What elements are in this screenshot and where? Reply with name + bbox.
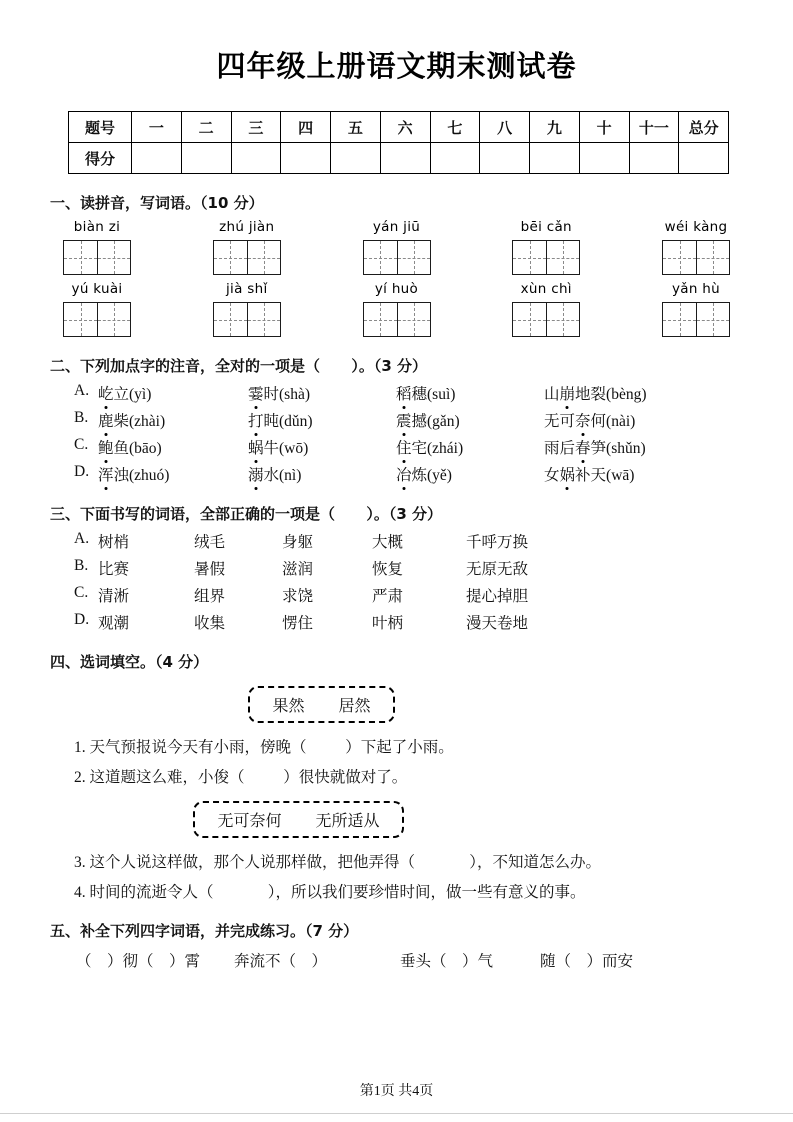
choice-option-2 bbox=[248, 463, 396, 485]
section-2-heading: 二、下列加点字的注音，全对的一项是（ ）。（3 分） bbox=[50, 357, 427, 375]
pinyin-item-9 bbox=[511, 281, 581, 337]
score-table-row-label-question: 题号 bbox=[69, 112, 132, 143]
option-suffix: 牛(wō) bbox=[263, 440, 309, 457]
pinyin-label: jià shǐ bbox=[225, 281, 268, 297]
option-suffix: 穗(suì) bbox=[411, 386, 456, 403]
score-cell-11[interactable] bbox=[629, 143, 679, 174]
pinyin-label: xùn chì bbox=[520, 281, 572, 297]
option-suffix: 地裂(bèng) bbox=[575, 386, 647, 403]
tianzige-grid[interactable] bbox=[63, 240, 131, 275]
word-bank-2-container bbox=[48, 801, 745, 838]
emphasized-char: 震 bbox=[396, 409, 412, 431]
tianzige-grid[interactable] bbox=[363, 240, 431, 275]
tianzige-cell[interactable] bbox=[663, 241, 696, 274]
pinyin-label: bēi cǎn bbox=[520, 219, 572, 235]
score-table-col-total: 总分 bbox=[679, 112, 729, 143]
emphasized-char: 娲 bbox=[560, 463, 576, 485]
word-1: 树梢 bbox=[98, 534, 130, 551]
option-suffix: 炼(yě) bbox=[411, 467, 452, 484]
score-cell-2[interactable] bbox=[181, 143, 231, 174]
pinyin-row-1 bbox=[48, 219, 745, 275]
score-cell-1[interactable] bbox=[132, 143, 182, 174]
choice-option-1 bbox=[98, 463, 248, 485]
word-bank-1-container bbox=[48, 686, 745, 723]
pinyin-writing-block bbox=[48, 219, 745, 337]
pinyin-label: yǎn hù bbox=[671, 281, 721, 297]
option-suffix: 盹(dǔn) bbox=[263, 413, 313, 430]
emphasized-char: 稻 bbox=[396, 382, 412, 404]
footer-divider bbox=[0, 1113, 793, 1114]
word-bank-1 bbox=[248, 686, 394, 723]
pinyin-label: yí huò bbox=[374, 281, 419, 297]
option-suffix: 柴(zhài) bbox=[113, 413, 166, 430]
pinyin-item-6 bbox=[62, 281, 132, 337]
tianzige-grid[interactable] bbox=[662, 302, 730, 337]
tianzige-cell[interactable] bbox=[513, 303, 546, 336]
word-bank-option-1[interactable]: 果然 bbox=[272, 698, 305, 715]
word-bank-option-1[interactable]: 无可奈何 bbox=[217, 813, 282, 830]
choice-row-c[interactable] bbox=[48, 584, 745, 606]
choice-option-3 bbox=[396, 436, 544, 458]
word-3: 求饶 bbox=[282, 588, 314, 605]
choice-option-3 bbox=[396, 382, 544, 404]
choice-option-1 bbox=[98, 436, 248, 458]
tianzige-cell[interactable] bbox=[364, 303, 397, 336]
word-4: 大概 bbox=[372, 534, 404, 551]
word-5: 漫天卷地 bbox=[466, 615, 529, 632]
choice-option-3 bbox=[396, 409, 544, 431]
score-cell-5[interactable] bbox=[331, 143, 381, 174]
tianzige-cell[interactable] bbox=[696, 303, 729, 336]
fill-sentence-1[interactable]: 1. 天气预报说今天有小雨，傍晚（ ）下起了小雨。 bbox=[74, 739, 454, 756]
emphasized-char: 住 bbox=[396, 436, 412, 458]
choice-label: A. bbox=[74, 530, 90, 547]
score-cell-8[interactable] bbox=[480, 143, 530, 174]
pinyin-label: zhú jiàn bbox=[219, 219, 275, 235]
section-3-heading: 三、下面书写的词语，全部正确的一项是（ ）。（3 分） bbox=[50, 505, 442, 523]
page-footer: 第1页 共4页 bbox=[359, 1084, 434, 1099]
emphasized-char: 打 bbox=[248, 409, 264, 431]
word-1: 观潮 bbox=[98, 615, 130, 632]
choice-option-1 bbox=[98, 382, 248, 404]
score-table bbox=[68, 111, 729, 174]
emphasized-char: 蜗 bbox=[248, 436, 264, 458]
emphasized-char: 鹿 bbox=[98, 409, 114, 431]
score-cell-10[interactable] bbox=[579, 143, 629, 174]
word-4: 叶柄 bbox=[372, 615, 404, 632]
choice-label: B. bbox=[74, 409, 89, 426]
tianzige-cell[interactable] bbox=[214, 303, 247, 336]
tianzige-grid[interactable] bbox=[213, 240, 281, 275]
emphasized-char: 浑 bbox=[98, 463, 114, 485]
pinyin-label: wéi kàng bbox=[664, 219, 728, 235]
word-5: 千呼万换 bbox=[466, 534, 529, 551]
option-suffix: 立(yì) bbox=[113, 386, 152, 403]
choice-row-d[interactable] bbox=[48, 611, 745, 633]
choice-option-2 bbox=[248, 382, 396, 404]
pinyin-label: yú kuài bbox=[71, 281, 123, 297]
choice-row-b[interactable] bbox=[48, 557, 745, 579]
tianzige-cell[interactable] bbox=[247, 241, 280, 274]
pinyin-item-5 bbox=[661, 219, 731, 275]
idiom-1[interactable]: （ ）彻（ ）霄 bbox=[76, 953, 201, 970]
pinyin-item-8 bbox=[362, 281, 432, 337]
word-2: 组界 bbox=[194, 588, 226, 605]
pinyin-row-2 bbox=[48, 281, 745, 337]
fill-sentence-4[interactable]: 4. 时间的流逝令人（ ），所以我们要珍惜时间，做一些有意义的事。 bbox=[74, 884, 586, 901]
choice-option-1 bbox=[98, 409, 248, 431]
word-5: 提心掉胆 bbox=[466, 588, 529, 605]
word-bank-option-2[interactable]: 居然 bbox=[338, 698, 371, 715]
idiom-3[interactable]: 垂头（ ）气 bbox=[400, 953, 494, 970]
page-title: 四年级上册语文期末测试卷 bbox=[216, 49, 577, 83]
option-suffix: 宅(zhái) bbox=[411, 440, 464, 457]
score-table-col-7: 七 bbox=[430, 112, 480, 143]
score-cell-3[interactable] bbox=[231, 143, 281, 174]
table-row-scores bbox=[69, 143, 729, 174]
score-table-row-label-score: 得分 bbox=[69, 143, 132, 174]
tianzige-cell[interactable] bbox=[247, 303, 280, 336]
pinyin-label: biàn zi bbox=[73, 219, 121, 235]
score-table-col-3: 三 bbox=[231, 112, 281, 143]
word-2: 收集 bbox=[194, 615, 226, 632]
choice-option-2 bbox=[248, 436, 396, 458]
fill-sentence-2[interactable]: 2. 这道题这么难，小俊（ ）很快就做对了。 bbox=[74, 769, 408, 786]
choice-label: D. bbox=[74, 611, 90, 628]
score-table-col-9: 九 bbox=[530, 112, 580, 143]
option-suffix: 浊(zhuó) bbox=[113, 467, 170, 484]
tianzige-cell[interactable] bbox=[696, 241, 729, 274]
tianzige-cell[interactable] bbox=[364, 241, 397, 274]
choice-label: C. bbox=[74, 584, 89, 601]
option-suffix: 笋(shǔn) bbox=[590, 440, 646, 457]
table-row-question-numbers bbox=[69, 112, 729, 143]
choice-label: D. bbox=[74, 463, 90, 480]
option-suffix: 补天(wā) bbox=[575, 467, 635, 484]
emphasized-char: 霎 bbox=[248, 382, 264, 404]
tianzige-cell[interactable] bbox=[214, 241, 247, 274]
choice-label: A. bbox=[74, 382, 90, 399]
word-1: 比赛 bbox=[98, 561, 130, 578]
fill-sentence-3[interactable]: 3. 这个人说这样做，那个人说那样做，把他弄得（ ），不知道怎么办。 bbox=[74, 854, 602, 871]
choice-option-4 bbox=[544, 409, 714, 431]
section-2-choices bbox=[48, 382, 745, 485]
tianzige-cell[interactable] bbox=[64, 303, 97, 336]
emphasized-char: 溺 bbox=[248, 463, 264, 485]
score-table-container bbox=[68, 111, 729, 174]
option-suffix: 何(nài) bbox=[590, 413, 636, 430]
score-cell-6[interactable] bbox=[380, 143, 430, 174]
option-suffix: 鱼(bāo) bbox=[113, 440, 162, 457]
idiom-4[interactable]: 随（ ）而安 bbox=[540, 953, 634, 970]
section-3-choices bbox=[48, 530, 745, 633]
score-table-col-8: 八 bbox=[480, 112, 530, 143]
pinyin-item-2 bbox=[212, 219, 282, 275]
option-prefix: 女 bbox=[544, 467, 560, 484]
tianzige-cell[interactable] bbox=[546, 241, 579, 274]
score-table-col-4: 四 bbox=[281, 112, 331, 143]
tianzige-grid[interactable] bbox=[662, 240, 730, 275]
tianzige-cell[interactable] bbox=[663, 303, 696, 336]
idiom-row bbox=[48, 949, 745, 971]
emphasized-char: 冶 bbox=[396, 463, 412, 485]
emphasized-char: 屹 bbox=[98, 382, 114, 404]
tianzige-grid[interactable] bbox=[363, 302, 431, 337]
choice-option-2 bbox=[248, 409, 396, 431]
choice-row-d[interactable] bbox=[48, 463, 745, 485]
pinyin-item-3 bbox=[362, 219, 432, 275]
choice-row-a[interactable] bbox=[48, 530, 745, 552]
word-bank-option-2[interactable]: 无所适从 bbox=[315, 813, 380, 830]
word-4: 恢复 bbox=[372, 561, 404, 578]
choice-option-4 bbox=[544, 436, 714, 458]
score-cell-7[interactable] bbox=[430, 143, 480, 174]
choice-row-a[interactable] bbox=[48, 382, 745, 404]
option-prefix: 无可 bbox=[544, 413, 576, 430]
option-suffix: 时(shà) bbox=[263, 386, 311, 403]
choice-option-3 bbox=[396, 463, 544, 485]
score-table-col-6: 六 bbox=[380, 112, 430, 143]
pinyin-item-10 bbox=[661, 281, 731, 337]
idiom-2[interactable]: 奔流不（ ） bbox=[234, 953, 328, 970]
tianzige-grid[interactable] bbox=[512, 240, 580, 275]
word-1: 清淅 bbox=[98, 588, 130, 605]
word-3: 身躯 bbox=[282, 534, 314, 551]
score-table-col-11: 十一 bbox=[629, 112, 679, 143]
emphasized-char: 鲍 bbox=[98, 436, 114, 458]
word-3: 愣住 bbox=[282, 615, 314, 632]
word-4: 严肃 bbox=[372, 588, 404, 605]
tianzige-cell[interactable] bbox=[546, 303, 579, 336]
score-cell-4[interactable] bbox=[281, 143, 331, 174]
word-2: 绒毛 bbox=[194, 534, 226, 551]
pinyin-item-1 bbox=[62, 219, 132, 275]
choice-row-b[interactable] bbox=[48, 409, 745, 431]
word-5: 无原无敌 bbox=[466, 561, 529, 578]
option-suffix: 水(nì) bbox=[263, 467, 302, 484]
word-3: 滋润 bbox=[282, 561, 314, 578]
pinyin-item-7 bbox=[212, 281, 282, 337]
section-4-heading: 四、选词填空。（4 分） bbox=[50, 653, 209, 671]
score-cell-total[interactable] bbox=[679, 143, 729, 174]
section-5-heading: 五、补全下列四字词语，并完成练习。（7 分） bbox=[50, 922, 359, 940]
option-prefix: 雨后 bbox=[544, 440, 576, 457]
tianzige-cell[interactable] bbox=[97, 241, 130, 274]
pinyin-item-4 bbox=[511, 219, 581, 275]
word-bank-2 bbox=[193, 801, 403, 838]
score-cell-9[interactable] bbox=[530, 143, 580, 174]
score-table-col-2: 二 bbox=[181, 112, 231, 143]
tianzige-cell[interactable] bbox=[397, 303, 430, 336]
score-table-col-1: 一 bbox=[132, 112, 182, 143]
tianzige-grid[interactable] bbox=[213, 302, 281, 337]
emphasized-char: 春 bbox=[575, 436, 591, 458]
option-prefix: 山 bbox=[544, 386, 560, 403]
tianzige-cell[interactable] bbox=[513, 241, 546, 274]
choice-label: B. bbox=[74, 557, 89, 574]
tianzige-grid[interactable] bbox=[512, 302, 580, 337]
option-suffix: 撼(gǎn) bbox=[411, 413, 460, 430]
tianzige-grid[interactable] bbox=[63, 302, 131, 337]
choice-row-c[interactable] bbox=[48, 436, 745, 458]
tianzige-cell[interactable] bbox=[397, 241, 430, 274]
score-table-col-10: 十 bbox=[579, 112, 629, 143]
pinyin-label: yán jiū bbox=[372, 219, 421, 235]
choice-option-4 bbox=[544, 463, 714, 485]
emphasized-char: 奈 bbox=[575, 409, 591, 431]
choice-option-4 bbox=[544, 382, 714, 404]
choice-label: C. bbox=[74, 436, 89, 453]
word-2: 暑假 bbox=[194, 561, 226, 578]
tianzige-cell[interactable] bbox=[64, 241, 97, 274]
emphasized-char: 崩 bbox=[560, 382, 576, 404]
section-1-heading: 一、读拼音，写词语。（10 分） bbox=[50, 194, 264, 212]
tianzige-cell[interactable] bbox=[97, 303, 130, 336]
score-table-col-5: 五 bbox=[331, 112, 381, 143]
